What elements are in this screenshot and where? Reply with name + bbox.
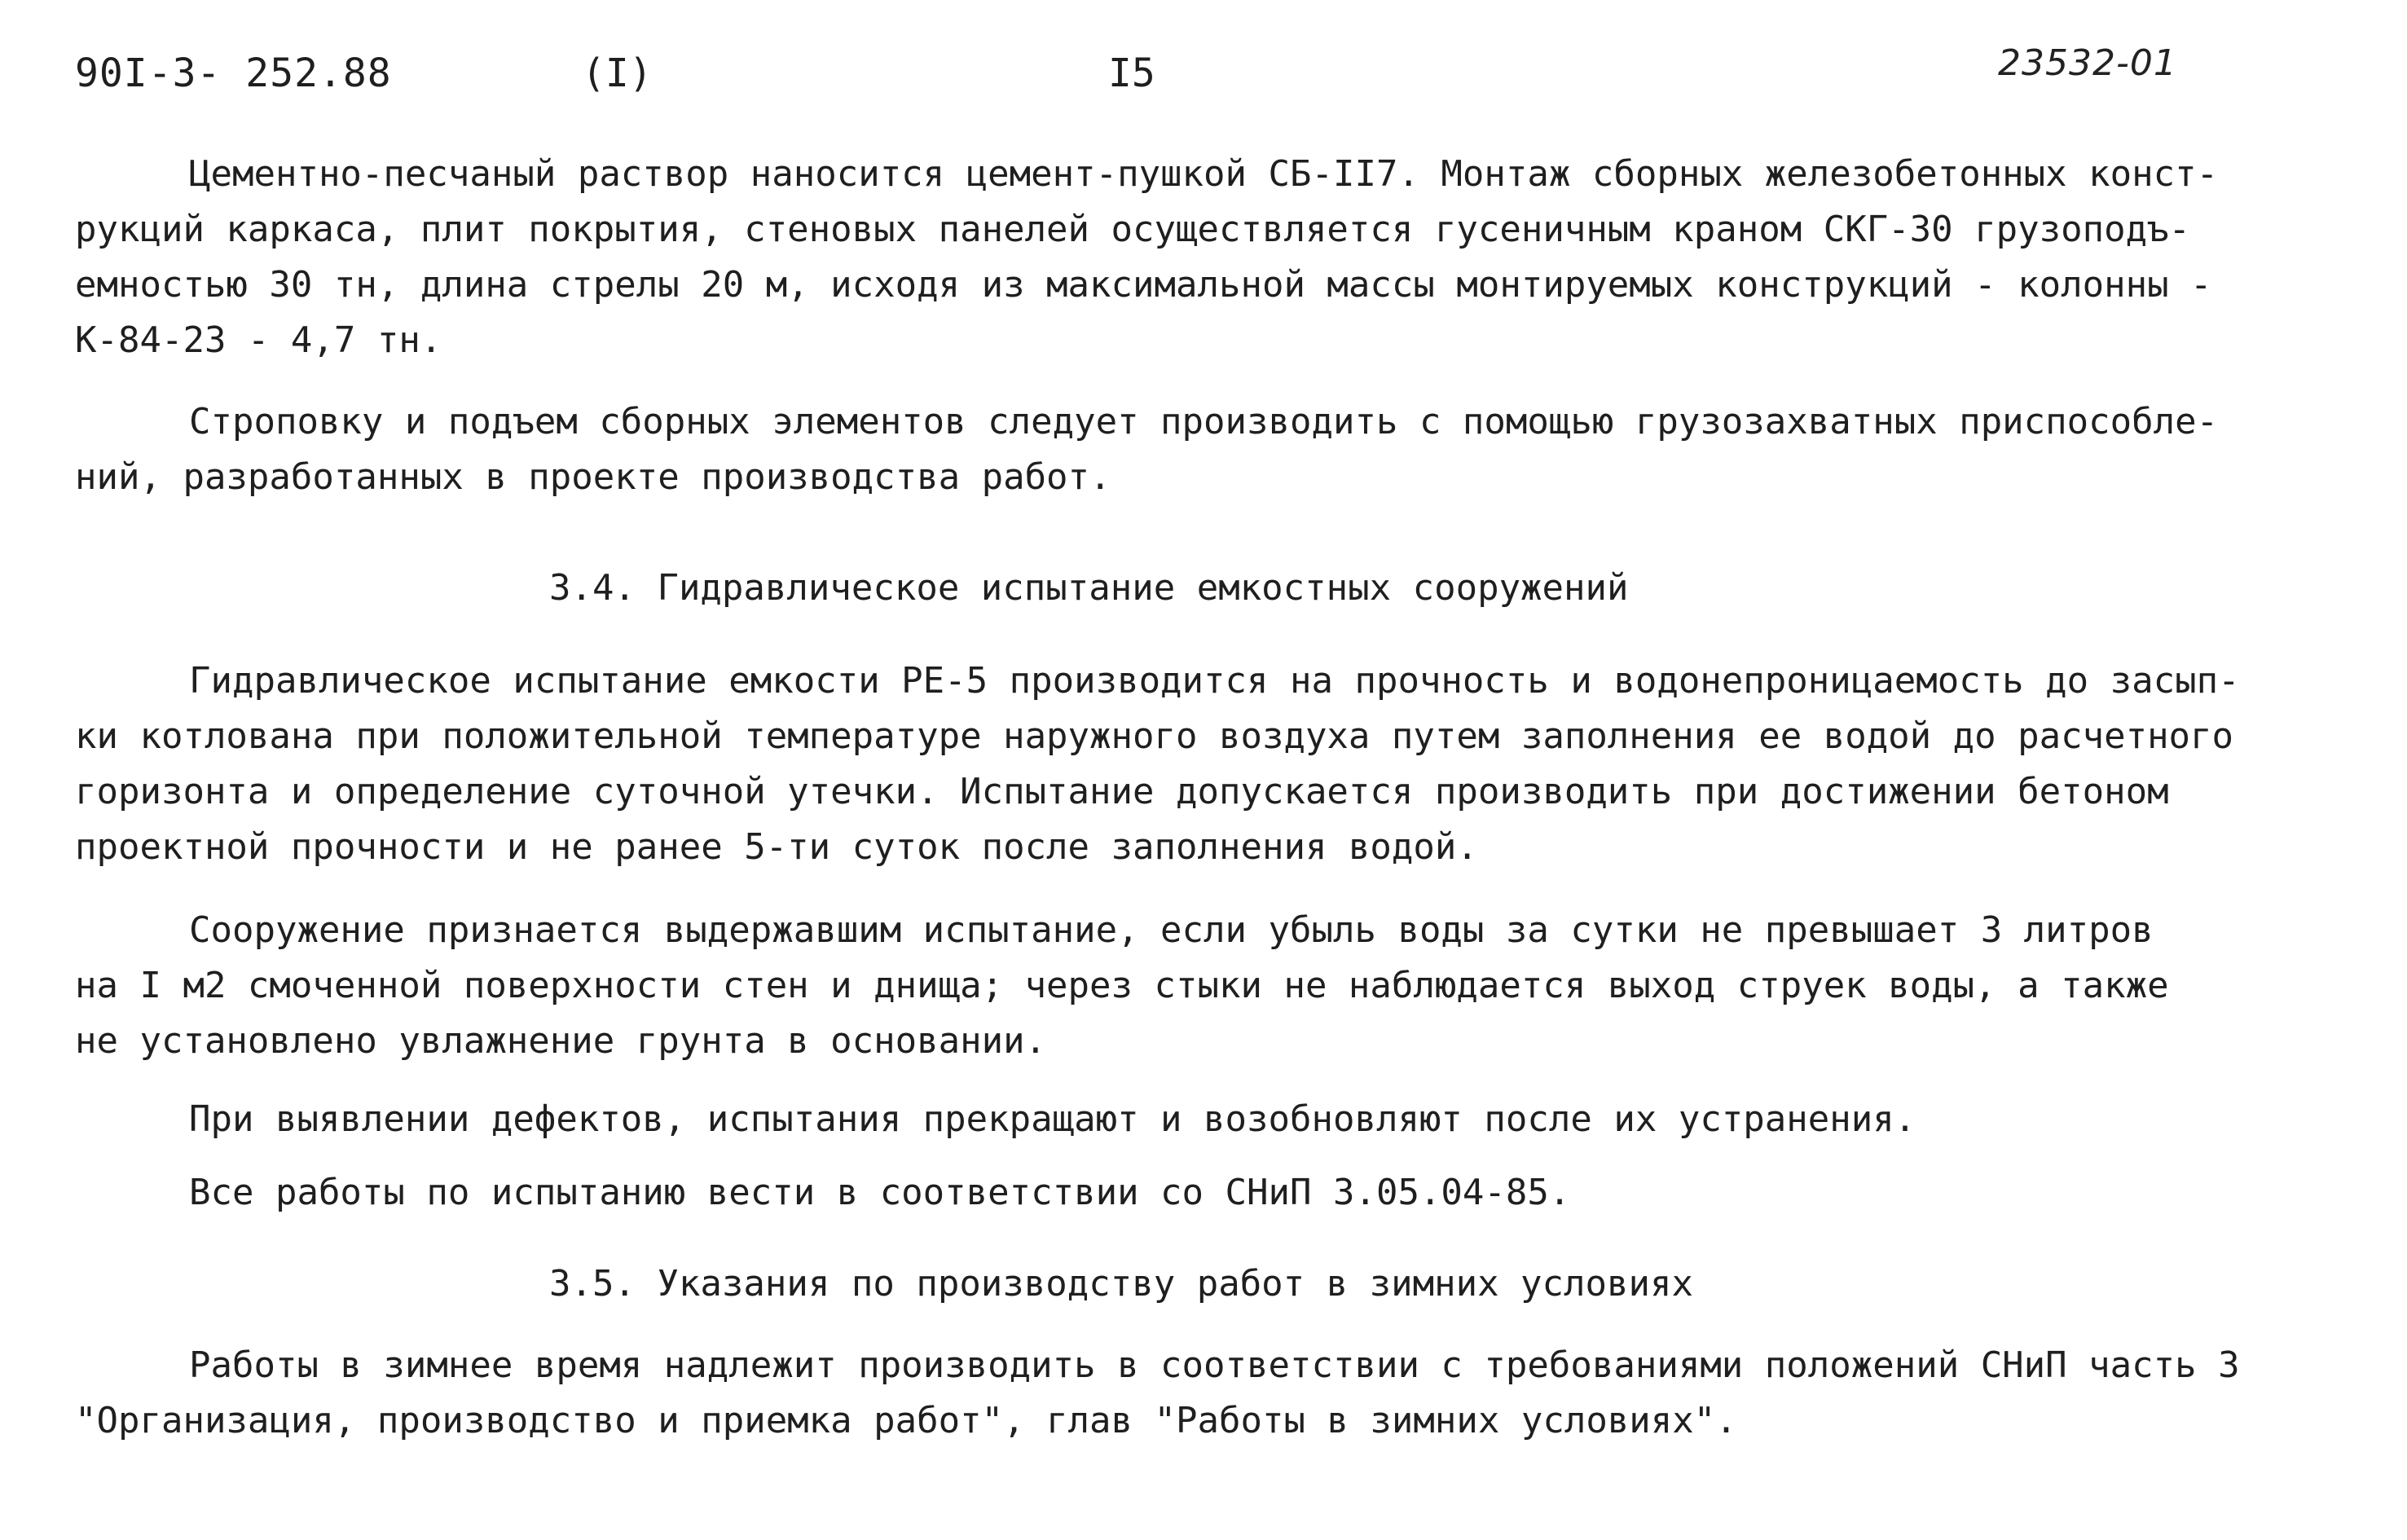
paragraph-hydraulic-test	[75, 653, 2381, 875]
text-line: не установлено увлажнение грунта в основании.	[75, 1020, 1047, 1062]
text-line: Все работы по испытанию вести в соответствии со СНиП 3.05.04-85.	[189, 1172, 1571, 1213]
section-heading-3-5: 3.5. Указания по производству работ в зимних условиях	[549, 1263, 1693, 1305]
text-line: на I м2 смоченной поверхности стен и днища; через стыки не наблюдается выход струек воды, а также	[75, 965, 2169, 1006]
text-line: Сооружение признается выдержавшим испытание, если убыль воды за сутки не превышает 3 литров	[189, 909, 2154, 951]
document-number: 90I-3- 252.88	[75, 51, 392, 96]
paragraph-assembly	[75, 147, 2381, 368]
page-number: I5	[1108, 51, 1155, 96]
paragraph-winter-works	[75, 1338, 2381, 1449]
text-line: Цементно-песчаный раствор наносится цемент-пушкой СБ-II7. Монтаж сборных железобетонных конст-	[189, 153, 2219, 195]
paragraph-snip-reference	[75, 1165, 2381, 1221]
inventory-number: 23532-01	[1998, 42, 2177, 84]
text-line: ки котлована при положительной температуре наружного воздуха путем заполнения ее водой до расчетного	[75, 715, 2234, 757]
text-line: емностью 30 тн, длина стрелы 20 м, исходя из максимальной массы монтируемых конструкций - колонны -	[75, 264, 2212, 306]
text-line: "Организация, производство и приемка работ", глав "Работы в зимних условиях".	[75, 1400, 1737, 1441]
text-line: проектной прочности и не ранее 5-ти суток после заполнения водой.	[75, 826, 1478, 868]
paragraph-acceptance	[75, 903, 2381, 1069]
sheet-label: (I)	[582, 51, 653, 96]
text-line: Строповку и подъем сборных элементов следует производить с помощью грузозахватных приспособле-	[189, 401, 2219, 442]
paragraph-slinging	[75, 394, 2381, 505]
text-line: Гидравлическое испытание емкости РЕ-5 производится на прочность и водонепроницаемость до засып-	[189, 660, 2240, 702]
text-line: К-84-23 - 4,7 тн.	[75, 319, 442, 361]
text-line: Работы в зимнее время надлежит производить в соответствии с требованиями положений СНиП часть 3	[189, 1344, 2240, 1386]
section-heading-3-4: 3.4. Гидравлическое испытание емкостных сооружений	[549, 567, 1629, 609]
text-line: горизонта и определение суточной утечки. Испытание допускается производить при достижении бетоном	[75, 771, 2169, 812]
text-line: При выявлении дефектов, испытания прекращают и возобновляют после их устранения.	[189, 1098, 1916, 1140]
text-line: ний, разработанных в проекте производства работ.	[75, 456, 1111, 498]
text-line: рукций каркаса, плит покрытия, стеновых панелей осуществляется гусеничным краном СКГ-30 грузоподъ-	[75, 209, 2191, 250]
paragraph-defects	[75, 1092, 2381, 1147]
